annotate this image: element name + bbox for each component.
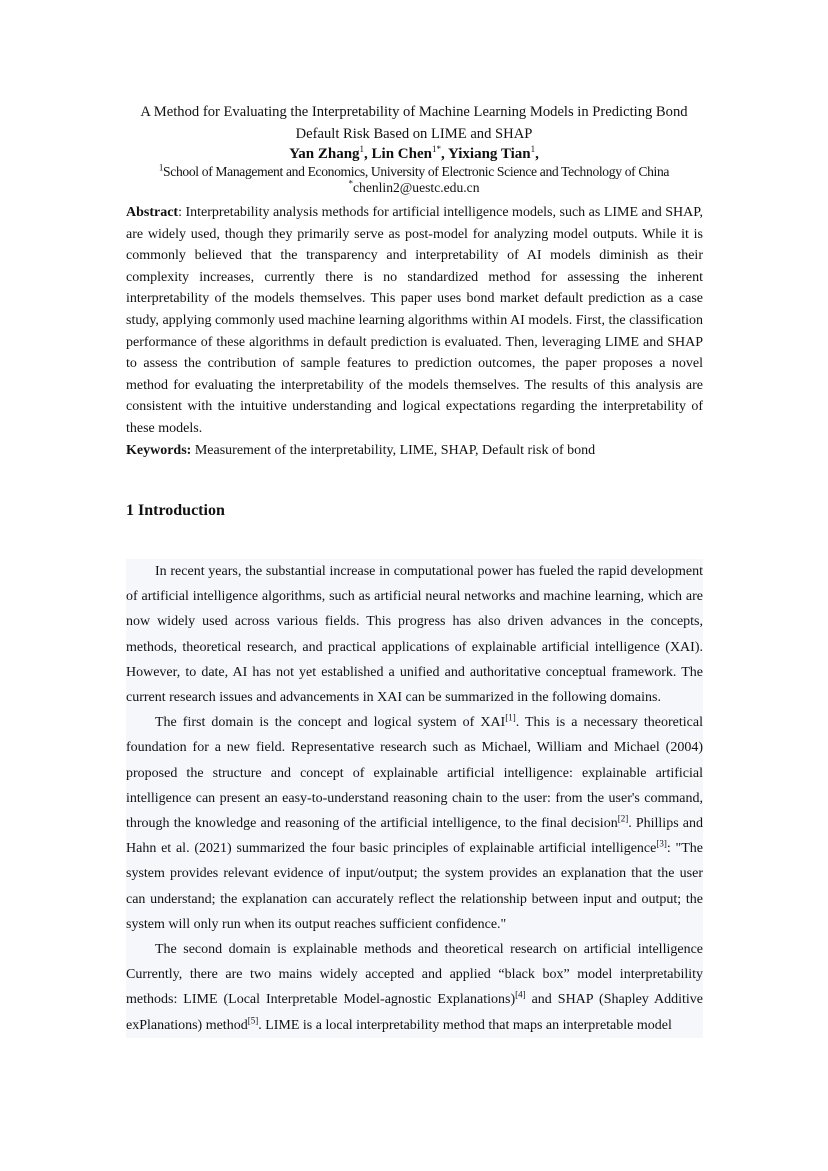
paragraph xyxy=(126,937,703,1038)
author-separator: , xyxy=(441,146,448,162)
paragraph-text: and SHAP (Shapley Additive exPlanations) method xyxy=(126,992,703,1033)
affiliation-text: School of Management and Economics, University of Electronic Science and Technology of China xyxy=(163,164,670,179)
paragraph-text: . Phillips and Hahn et al. (2021) summarized the four basic principles of explainable artificial intelligence xyxy=(126,816,703,857)
paragraph xyxy=(126,559,703,710)
email-address: chenlin2@uestc.edu.cn xyxy=(352,180,480,195)
section-heading: 1 Introduction xyxy=(126,502,225,519)
corresponding-email xyxy=(0,180,828,196)
abstract xyxy=(126,202,703,440)
author-separator: , xyxy=(364,146,372,162)
paragraph-text: The second domain is explainable methods and theoretical research on artificial intelligence Currently, there are two mains widely accepted and applied “black box” model interpretability methods: LIME (Local Interpretable Model-agnostic Explanations) xyxy=(126,942,703,1008)
author-affiliation-mark: 1* xyxy=(432,144,441,154)
author-affiliation-mark: 1 xyxy=(530,144,536,154)
abstract-text: : Interpretability analysis methods for artificial intelligence models, such as LIME and SHAP, are widely used, though they primarily serve as post-model for analyzing model outputs. While it is commonly believed that the transparency and interpretability of AI models diminish as their complexity increases, currently there is no standardized method for assessing the inherent interpretability of the models themselves. This paper uses bond market default prediction as a case study, applying commonly used machine learning algorithms within AI models. First, the classification performance of these algorithms in default prediction is evaluated. Then, leveraging LIME and SHAP to assess the contribution of sample features to prediction outcomes, the paper proposes a novel method for evaluating the interpretability of the models themselves. The results of this analysis are consistent with the intuitive understanding and logical expectations regarding the interpretability of these models. xyxy=(126,205,703,436)
keywords xyxy=(126,440,703,462)
keywords-text: Measurement of the interpretability, LIME, SHAP, Default risk of bond xyxy=(191,443,596,458)
author-name: Yan Zhang xyxy=(289,146,360,162)
title-line-1: A Method for Evaluating the Interpretability of Machine Learning Models in Predicting Bond xyxy=(140,104,688,120)
paragraph-text: The first domain is the concept and logical system of XAI xyxy=(155,715,506,731)
citation-ref: [2] xyxy=(617,813,629,824)
affiliation-mark: 1 xyxy=(158,162,164,173)
author-list xyxy=(0,145,828,163)
citation-ref: [1] xyxy=(505,712,516,723)
introduction-body xyxy=(126,559,703,1038)
paper-title xyxy=(110,101,718,145)
paragraph-text: In recent years, the substantial increase in computational power has fueled the rapid development of artificial intelligence algorithms, such as artificial neural networks and machine learning, which are now widely used across various fields. This progress has also driven advances in the concepts, methods, theoretical research, and practical applications of explainable artificial intelligence (XAI). However, to date, AI has not yet established a unified and authoritative conceptual framework. The current research issues and advancements in XAI can be summarized in the following domains. xyxy=(126,564,703,706)
paragraph xyxy=(126,710,703,937)
citation-ref: [4] xyxy=(515,989,526,1000)
paragraph-text: : "The system provides relevant evidence of input/output; the system provides an explanation that the user can understand; the explanation can accurately reflect the relationship between input and output; the system will only run when its output reaches sufficient confidence." xyxy=(126,841,703,932)
citation-ref: [5] xyxy=(247,1015,259,1025)
author-trailing: , xyxy=(535,146,539,162)
email-mark: * xyxy=(348,178,353,189)
abstract-label: Abstract xyxy=(126,205,179,220)
citation-ref: [3] xyxy=(656,838,667,849)
author-affiliation-mark: 1 xyxy=(359,144,365,154)
paragraph-text: . This is a necessary theoretical foundation for a new field. Representative research such as Michael, William and Michael (2004) proposed the structure and concept of explainable artificial intelligence: explainable artificial intelligence can present an easy-to-understand reasoning chain to the user: from the user's command, through the knowledge and reasoning of the artificial intelligence, to the final decision xyxy=(126,715,703,832)
author-name: Lin Chen xyxy=(371,146,432,162)
paragraph-text: . LIME is a local interpretability method that maps an interpretable model xyxy=(258,1017,672,1033)
keywords-label: Keywords: xyxy=(126,443,192,458)
author-name: Yixiang Tian xyxy=(447,146,531,162)
affiliation xyxy=(0,163,828,180)
title-line-2: Default Risk Based on LIME and SHAP xyxy=(295,126,533,142)
